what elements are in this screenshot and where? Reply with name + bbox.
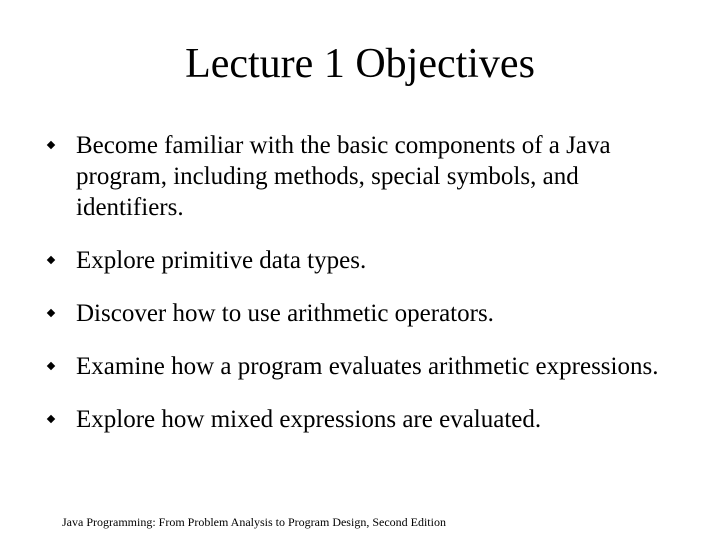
bullet-text: Become familiar with the basic components of a Java program, including methods, special symbols, and identifiers.	[76, 132, 611, 221]
bullet-text: Explore primitive data types.	[76, 247, 367, 274]
slide-title: Lecture 1 Objectives	[185, 41, 535, 87]
bullet-text: Explore how mixed expressions are evaluated.	[76, 406, 542, 433]
diamond-bullet-icon	[47, 256, 55, 264]
objectives-list	[46, 130, 686, 457]
diamond-bullet-icon	[47, 415, 55, 423]
list-item	[46, 298, 686, 329]
diamond-bullet-icon	[47, 362, 55, 370]
slide-footer: Java Programming: From Problem Analysis to Program Design, Second Edition	[62, 515, 446, 529]
list-item	[46, 404, 686, 435]
list-item	[46, 130, 686, 223]
diamond-bullet-icon	[47, 141, 55, 149]
diamond-bullet-icon	[47, 309, 55, 317]
list-item	[46, 245, 686, 276]
list-item	[46, 351, 686, 382]
bullet-text: Discover how to use arithmetic operators.	[76, 300, 494, 327]
bullet-text: Examine how a program evaluates arithmetic expressions.	[76, 353, 659, 380]
